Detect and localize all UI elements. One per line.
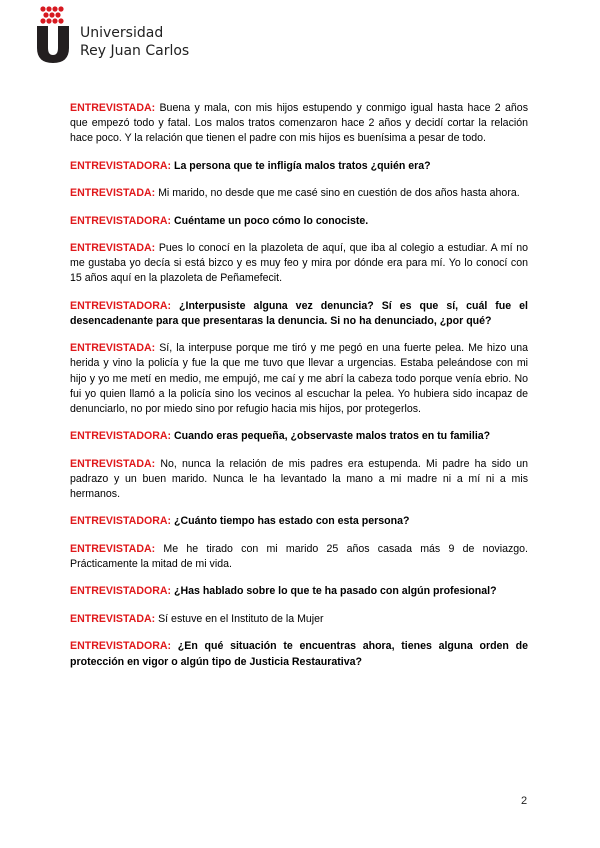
transcript-paragraph	[70, 186, 528, 201]
transcript-paragraph	[70, 159, 528, 174]
speaker-label: ENTREVISTADORA:	[70, 585, 172, 598]
transcript-paragraph	[70, 514, 528, 529]
speaker-label: ENTREVISTADA:	[70, 342, 156, 355]
interviewee-answer: Pues lo conocí en la plazoleta de aquí, que iba al colegio a estudiar. A mí no me gustaba yo decía si está bizco y es muy feo y mira por dónde era para mí. Yo lo conocí con 15 años aquí en la plazoleta de Peñamefecit.	[70, 242, 528, 285]
speaker-label: ENTREVISTADORA:	[70, 214, 172, 227]
interview-transcript	[70, 101, 528, 682]
page-number: 2	[521, 795, 528, 807]
transcript-paragraph	[70, 241, 528, 286]
transcript-paragraph	[70, 612, 528, 627]
transcript-paragraph	[70, 101, 528, 146]
speaker-label: ENTREVISTADA:	[70, 542, 156, 555]
interviewer-question: ¿Cuánto tiempo has estado con esta persona?	[171, 515, 410, 528]
interviewer-question: Cuéntame un poco cómo lo conociste.	[171, 214, 369, 227]
university-name-line2: Rey Juan Carlos	[80, 43, 190, 59]
speaker-label: ENTREVISTADORA:	[70, 640, 172, 653]
speaker-label: ENTREVISTADORA:	[70, 430, 172, 443]
university-u-logo-icon	[36, 26, 70, 64]
transcript-paragraph	[70, 457, 528, 502]
transcript-paragraph	[70, 542, 528, 572]
interviewer-question: La persona que te infligía malos tratos ¿quién era?	[171, 159, 431, 172]
interviewer-question: Cuando eras pequeña, ¿observaste malos tratos en tu familia?	[171, 430, 491, 443]
interviewee-answer: Sí estuve en el Instituto de la Mujer	[155, 612, 324, 625]
interviewer-question: ¿Interpusiste alguna vez denuncia? Sí es que sí, cuál fue el desencadenante para que presentaras la denuncia. Si no ha denunciado, ¿por qué?	[70, 299, 528, 327]
interviewee-answer: Sí, la interpuse porque me tiró y me pegó en una fuerte pelea. Me hizo una herida y vino la policía y fue la que me tuvo que llevar a urgencias. Estaba peleándose con mi hijo y yo me metí en medio, me empujó, me caí y me abrí la cabeza todo porque venía ebrio. No fui yo quien llamó a la policía sino los vecinos al escuchar la pelea. Yo hubiera sido incapaz de denunciarlo, no por miedo sino por refugio hacia mis hijos, por protegerlos.	[70, 342, 528, 415]
page-header	[36, 6, 236, 68]
interviewer-question: ¿Has hablado sobre lo que te ha pasado con algún profesional?	[171, 585, 497, 598]
transcript-paragraph	[70, 214, 528, 229]
interviewee-answer: Mi marido, no desde que me casé sino en cuestión de dos años hasta ahora.	[155, 187, 520, 200]
crown-icon	[40, 6, 64, 26]
interviewee-answer: No, nunca la relación de mis padres era estupenda. Mi padre ha sido un padrazo y un buen marido. Nunca le ha levantado la mano a mi madre ni a mí ni a mis hermanos.	[70, 457, 528, 500]
speaker-label: ENTREVISTADA:	[70, 242, 156, 255]
transcript-paragraph	[70, 341, 528, 416]
university-name-line1: Universidad	[80, 25, 164, 41]
speaker-label: ENTREVISTADA:	[70, 457, 156, 470]
interviewee-answer: Buena y mala, con mis hijos estupendo y conmigo igual hasta hace 2 años que empezó todo y fatal. Los malos tratos comenzaron hace 2 años y decidí cortar la relación hace poco. Y la relación que tienen el padre con mis hijos es buenísima a pesar de todo.	[70, 102, 528, 145]
speaker-label: ENTREVISTADA:	[70, 187, 156, 200]
transcript-paragraph	[70, 299, 528, 329]
speaker-label: ENTREVISTADA:	[70, 102, 156, 114]
interviewee-answer: Me he tirado con mi marido 25 años casada más 9 de noviazgo. Prácticamente la mitad de mi vida.	[70, 542, 528, 570]
speaker-label: ENTREVISTADA:	[70, 612, 156, 625]
university-name	[80, 24, 189, 60]
transcript-paragraph	[70, 429, 528, 444]
transcript-paragraph	[70, 584, 528, 599]
transcript-paragraph	[70, 639, 528, 669]
speaker-label: ENTREVISTADORA:	[70, 299, 172, 312]
speaker-label: ENTREVISTADORA:	[70, 159, 172, 172]
interviewer-question: ¿En qué situación te encuentras ahora, tienes alguna orden de protección en vigor o algún tipo de Justicia Restaurativa?	[70, 640, 528, 668]
speaker-label: ENTREVISTADORA:	[70, 515, 172, 528]
